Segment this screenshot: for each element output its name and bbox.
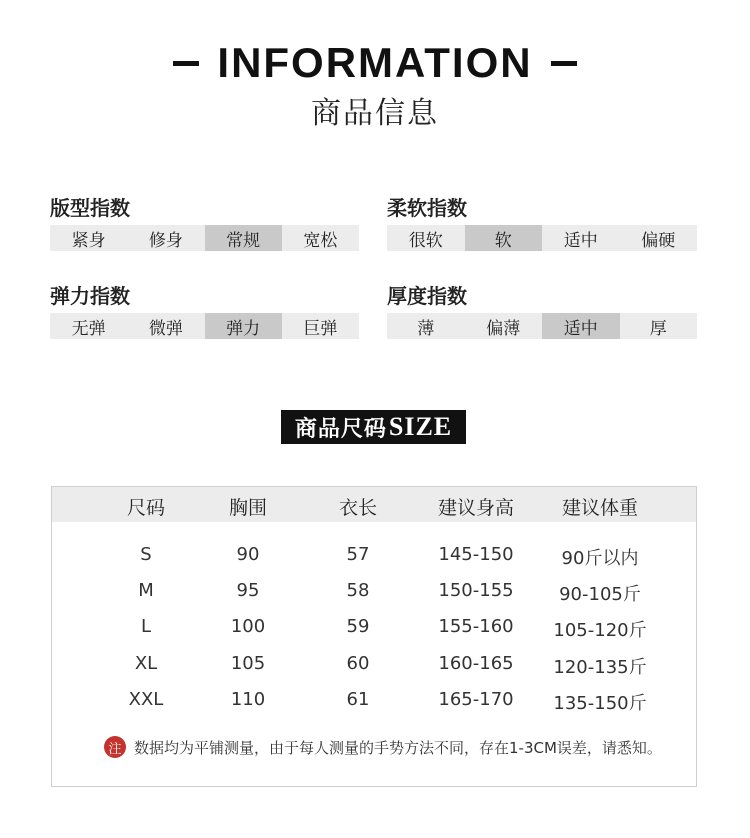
softness-option: 偏硬 (641, 230, 676, 251)
elasticity-option: 巨弹 (303, 318, 338, 339)
thickness-option: 薄 (417, 318, 435, 339)
table-cell-weight: 90斤以内 (561, 548, 639, 569)
table-cell-weight: 105-120斤 (553, 620, 647, 641)
softness-option: 适中 (563, 230, 598, 251)
softness-index-bar (387, 225, 697, 251)
fit-option-selected: 常规 (205, 225, 282, 251)
header-length: 衣长 (338, 497, 377, 519)
header-weight: 建议体重 (561, 497, 638, 519)
fit-index-title: 版型指数 (50, 196, 130, 220)
fit-option: 紧身 (71, 230, 106, 251)
table-cell-height: 155-160 (438, 616, 514, 637)
elasticity-option: 微弹 (148, 318, 183, 339)
table-cell-length: 61 (346, 689, 370, 710)
fit-option: 修身 (148, 230, 183, 251)
softness-option: 很软 (408, 230, 443, 251)
thickness-option: 厚 (649, 318, 667, 339)
information-subtitle: 商品信息 (311, 96, 439, 131)
fit-index-bar (50, 225, 359, 251)
size-badge-en: SIZE (388, 412, 453, 441)
header-height: 建议身高 (437, 497, 514, 519)
softness-index-title: 柔软指数 (387, 196, 467, 220)
table-cell-height: 160-165 (438, 653, 514, 674)
thickness-option-selected: 适中 (542, 313, 620, 339)
note-text: 数据均为平铺测量，由于每人测量的手势方法不同，存在1-3CM误差，请悉知。 (134, 738, 662, 757)
size-badge-cn: 商品尺码 (294, 416, 387, 442)
thickness-index-title: 厚度指数 (387, 284, 467, 308)
table-cell-size: M (138, 580, 154, 601)
heading-dash-right (551, 61, 577, 66)
note-badge: 注 (104, 736, 126, 758)
elasticity-index-title: 弹力指数 (50, 284, 130, 308)
table-cell-size: XXL (128, 689, 164, 710)
table-cell-size: XL (134, 653, 158, 674)
measurement-note (104, 736, 662, 758)
table-cell-height: 150-155 (438, 580, 514, 601)
table-cell-length: 59 (346, 616, 370, 637)
heading-dash-left (173, 61, 199, 66)
header-size: 尺码 (126, 497, 165, 519)
table-cell-weight: 90-105斤 (559, 584, 641, 605)
elasticity-option-selected: 弹力 (205, 313, 282, 339)
elasticity-index-bar (50, 313, 359, 339)
table-cell-size: S (140, 544, 152, 565)
table-cell-weight: 135-150斤 (553, 693, 647, 714)
table-cell-chest: 110 (230, 689, 266, 710)
table-cell-height: 165-170 (438, 689, 514, 710)
table-cell-weight: 120-135斤 (553, 657, 647, 678)
table-cell-length: 57 (346, 544, 370, 565)
table-cell-chest: 95 (236, 580, 260, 601)
table-cell-chest: 105 (230, 653, 266, 674)
size-table-header (52, 487, 696, 522)
table-cell-length: 58 (346, 580, 370, 601)
table-cell-size: L (140, 616, 152, 637)
elasticity-option: 无弹 (71, 318, 106, 339)
information-heading (0, 38, 750, 88)
header-chest: 胸围 (228, 497, 267, 519)
thickness-option: 偏薄 (486, 318, 521, 339)
fit-option: 宽松 (303, 230, 338, 251)
table-cell-chest: 90 (236, 544, 260, 565)
information-title: INFORMATION (217, 39, 533, 86)
table-cell-length: 60 (346, 653, 370, 674)
table-cell-chest: 100 (230, 616, 266, 637)
softness-option-selected: 软 (465, 225, 543, 251)
thickness-index-bar (387, 313, 697, 339)
size-section-badge (281, 410, 466, 444)
table-cell-height: 145-150 (438, 544, 514, 565)
